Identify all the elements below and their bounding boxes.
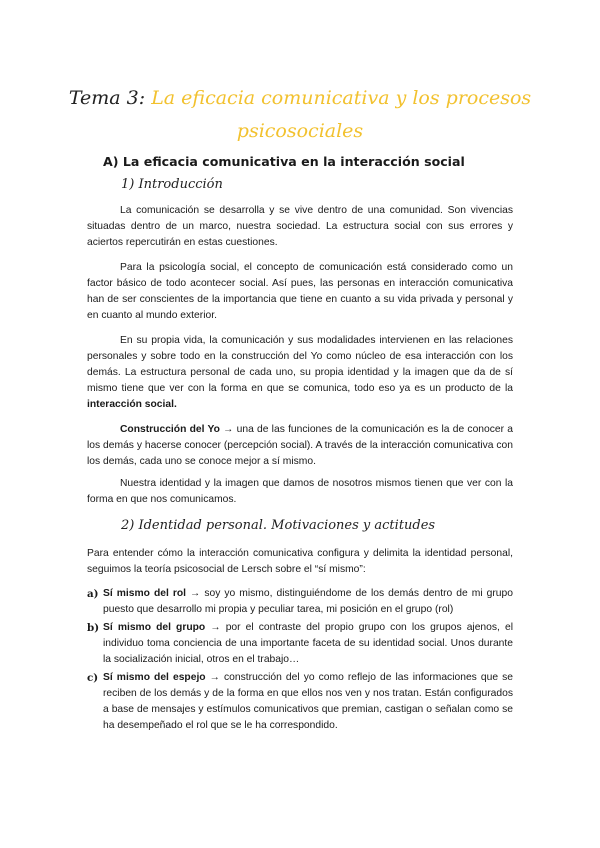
paragraph-5-text: Nuestra identidad y la imagen que damos de nosotros mismos tienen que ver con la forma en que nos comunicamos.: [87, 478, 513, 505]
paragraph-2-text: Para la psicología social, el concepto de comunicación está considerado como un factor básico de todo acontecer social. Así pues, las personas en interacción comunicativa han de ser conscientes de la importancia que tiene en cuanto a su vida privada y personal y en cuanto al mundo exterior.: [87, 262, 513, 321]
paragraph-1: [87, 203, 513, 251]
list-item-bold: Sí mismo del espejo: [103, 672, 206, 683]
title-prefix: Tema 3:: [68, 87, 146, 109]
list-item-bold: Sí mismo del rol: [103, 588, 187, 599]
list-item: [87, 620, 514, 668]
subsection-2-heading: 2) Identidad personal. Motivaciones y actitudes: [121, 518, 436, 533]
paragraph-3-text: En su propia vida, la comunicación y sus modalidades intervienen en las relaciones personales y sobre todo en la construcción del Yo como núcleo de esa interacción con los demás. La estructura personal de cada uno, su propia identidad y la imagen que da de sí mismo tiene que ver con la forma en que se comunica, todo eso ya es un producto de la: [87, 335, 513, 394]
title-main: La eficacia comunicativa y los procesos psicosociales: [151, 87, 532, 142]
paragraph-3: [87, 333, 513, 413]
list-item-text: → construcción del yo como reflejo de las informaciones que se reciben de los demás y de la forma en que ellos nos ven y nos tratan. Están configurados a base de mensajes y estímulos comunicativos que premian, castigan o señalan como se ha desempeñado el rol que se le ha correspondido.: [103, 672, 513, 731]
paragraph-3-bold: interacción social.: [87, 399, 177, 410]
paragraph-4-text: → una de las funciones de la comunicación es la de conocer a los demás y hacerse conocer (percepción social). A través de la interacción comunicativa con los demás, cada uno se conoce mejor a sí mismo.: [87, 424, 513, 467]
list-item: [87, 586, 513, 618]
paragraph-4: [87, 422, 513, 470]
list-item: [87, 670, 513, 734]
list-marker: b): [87, 622, 100, 634]
list-item-bold: Sí mismo del grupo: [103, 622, 206, 633]
section-a-heading: A) La eficacia comunicativa en la interacción social: [103, 154, 465, 169]
paragraph-6-text: Para entender cómo la interacción comunicativa configura y delimita la identidad personal, seguimos la teoría psicosocial de Lersch sobre el “sí mismo”:: [87, 548, 513, 575]
document-title: [60, 82, 540, 148]
paragraph-2: [87, 260, 513, 324]
paragraph-5: [87, 476, 513, 508]
subsection-1-heading: 1) Introducción: [121, 177, 223, 192]
self-theory-list: [87, 586, 514, 736]
list-item-text: → por el contraste del propio grupo con los grupos ajenos, el individuo toma conciencia de una importante faceta de su identidad social. Unos durante la socialización inicial, otros en el trabajo…: [103, 622, 514, 665]
list-marker: c): [87, 672, 99, 684]
paragraph-4-bold: Construcción del Yo: [120, 424, 220, 435]
list-marker: a): [87, 588, 99, 600]
paragraph-6: [87, 546, 513, 578]
paragraph-1-text: La comunicación se desarrolla y se vive dentro de una comunidad. Son vivencias situadas dentro de un marco, nuestra sociedad. La estructura social con sus errores y aciertos repercutirán en estas cuestiones.: [87, 205, 513, 248]
list-item-text: → soy yo mismo, distinguiéndome de los demás dentro de mi grupo puesto que desarrollo mi propia y peculiar tarea, mi posición en el grupo (rol): [103, 588, 513, 615]
